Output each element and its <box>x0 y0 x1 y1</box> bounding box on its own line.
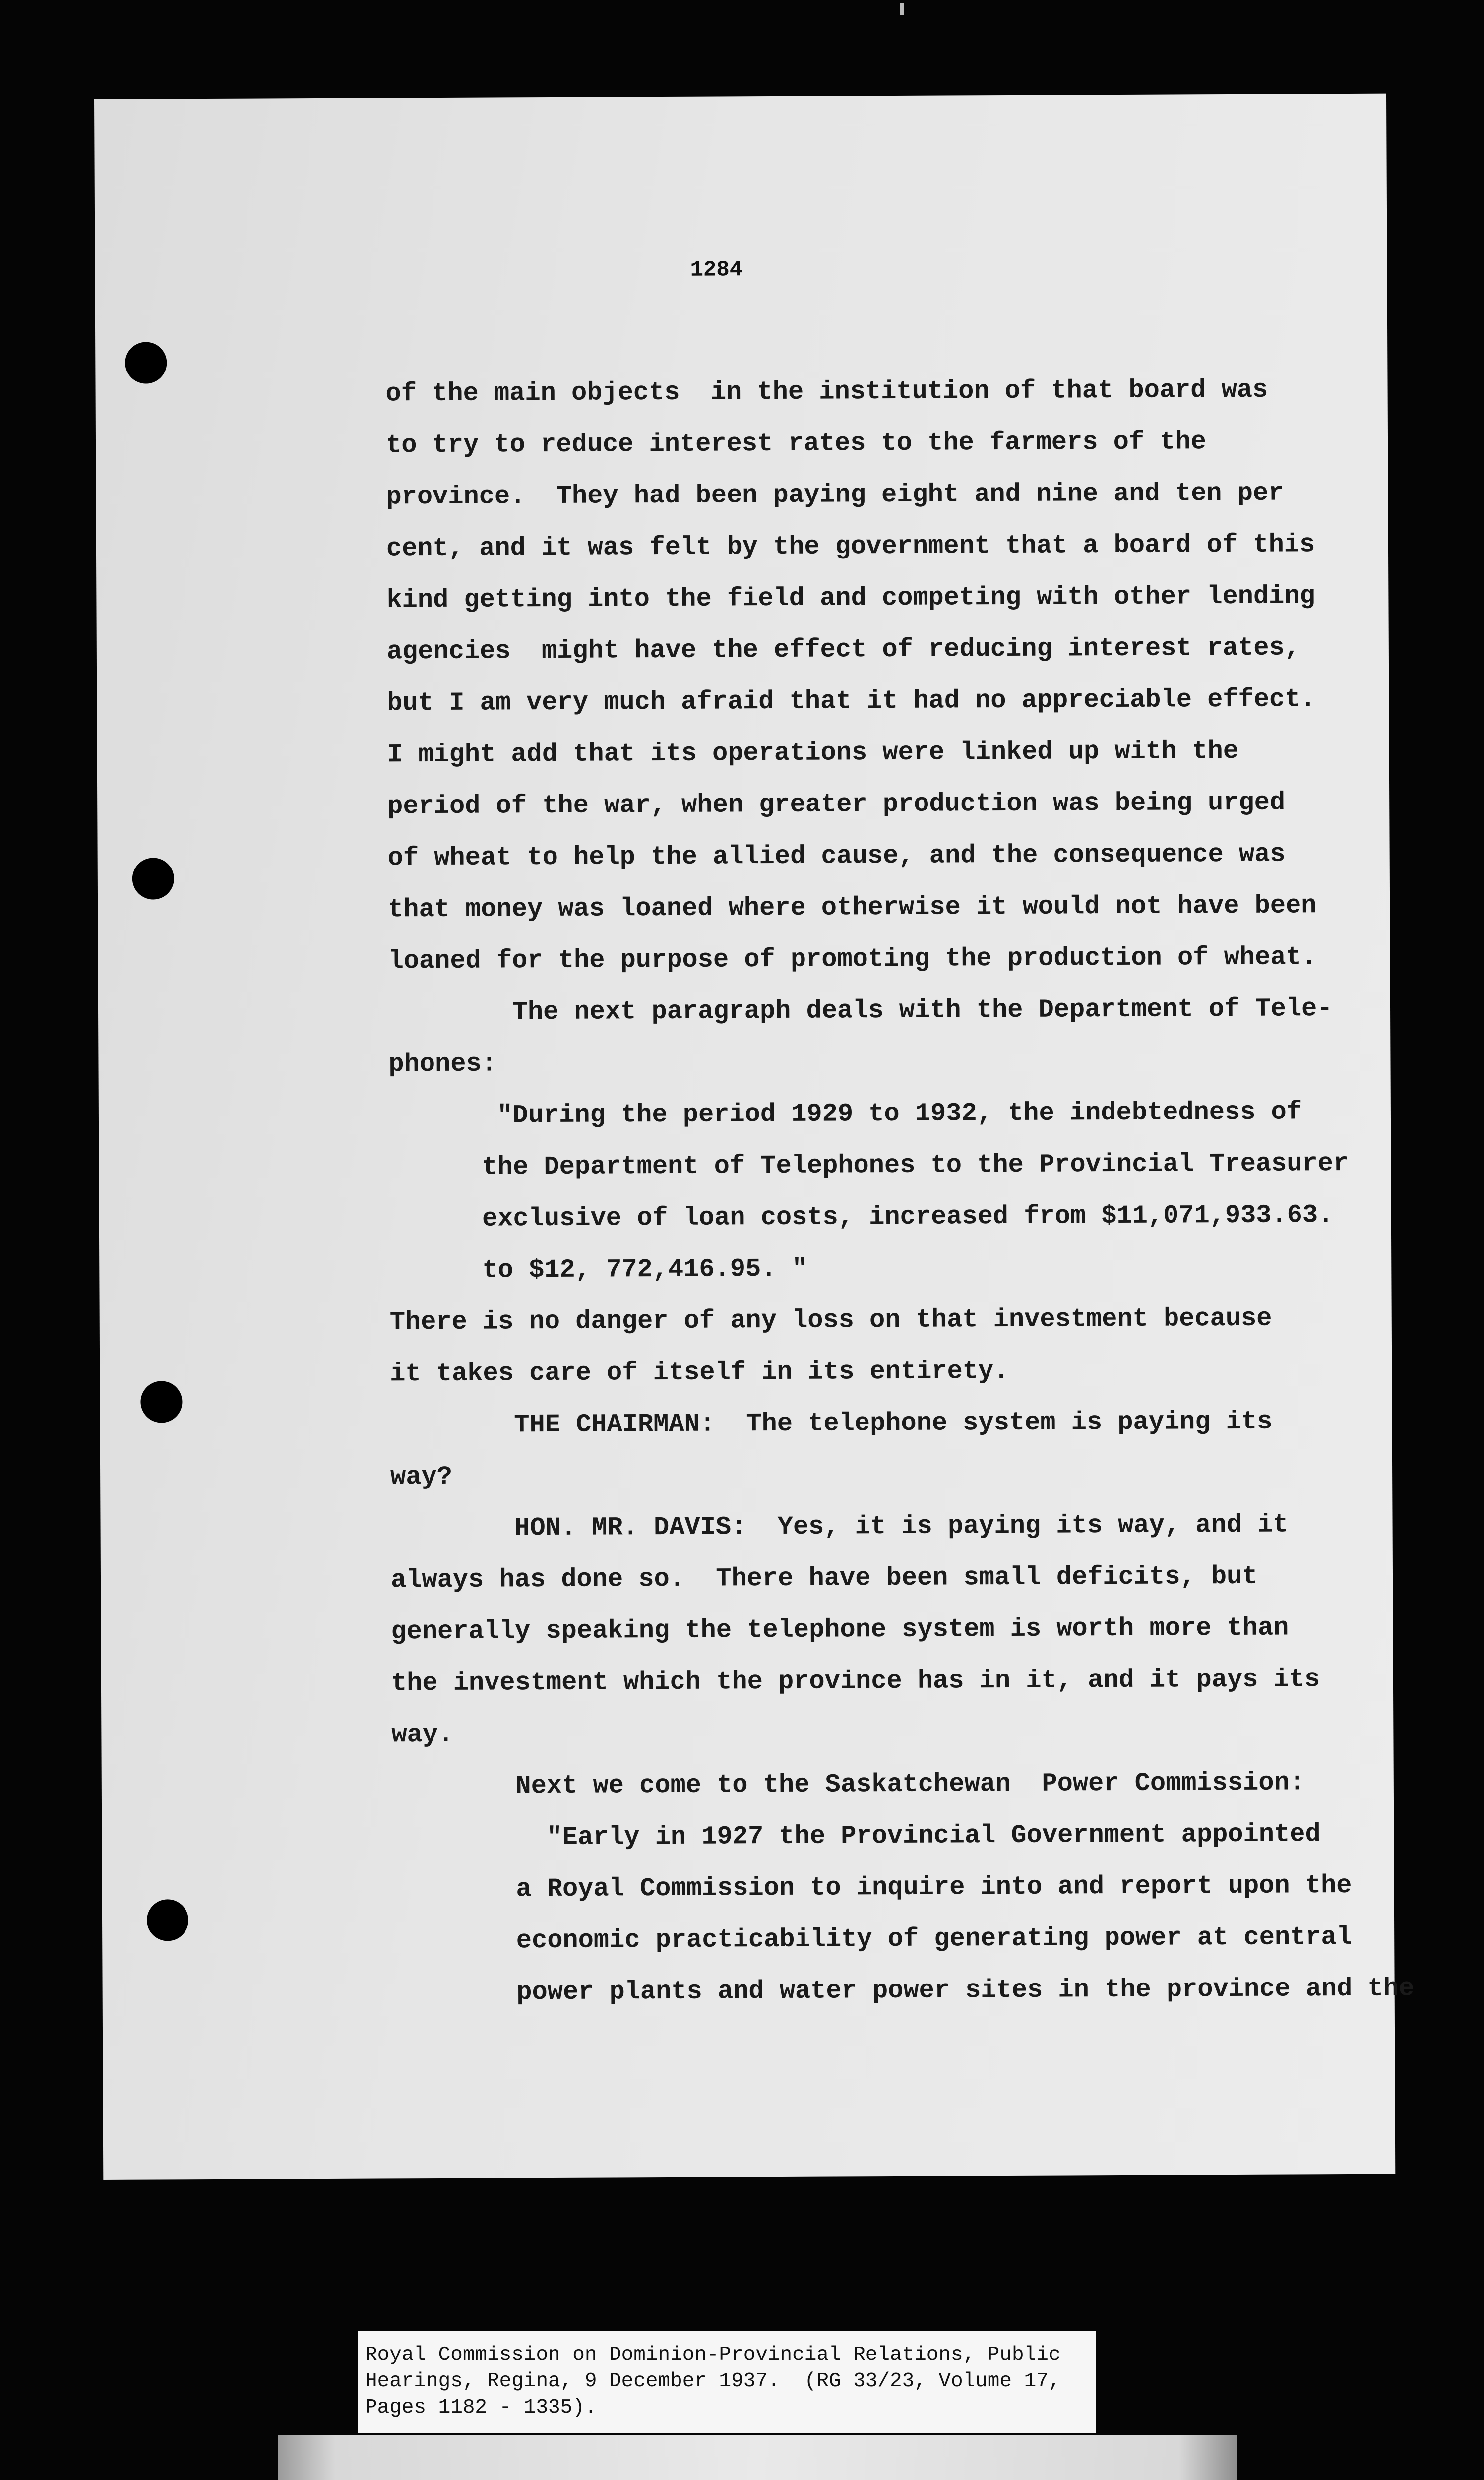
binder-hole <box>147 1899 188 1941</box>
text-line: that money was loaned where otherwise it would not have been <box>388 891 1317 925</box>
text-line: the investment which the province has in it, and it pays its <box>391 1665 1320 1698</box>
text-line: cent, and it was felt by the government that a board of this <box>386 530 1315 563</box>
text-line: of wheat to help the allied cause, and the consequence was <box>387 839 1286 873</box>
text-line: of the main objects in the institution of that board was <box>385 375 1268 409</box>
text-line: kind getting into the field and competing with other lending <box>386 581 1315 615</box>
text-line: phones: <box>388 1049 497 1079</box>
text-line: to try to reduce interest rates to the farmers of the <box>385 427 1207 460</box>
text-line: to $12, 772,416.95. " <box>389 1254 807 1286</box>
text-line: generally speaking the telephone system is worth more than <box>391 1613 1289 1647</box>
typed-page <box>94 94 1415 2180</box>
text-line: HON. MR. DAVIS: Yes, it is paying its way, and it <box>390 1510 1289 1544</box>
label-line: Pages 1182 - 1335). <box>365 2396 597 2419</box>
text-line: way. <box>391 1720 454 1750</box>
text-line: the Department of Telephones to the Provincial Treasurer <box>389 1148 1349 1182</box>
page-number: 1284 <box>690 257 743 283</box>
archives-stamp-board <box>278 2435 1237 2480</box>
text-line: province. They had been paying eight and nine and ten per <box>386 478 1284 512</box>
label-line: Royal Commission on Dominion-Provincial Relations, Public <box>365 2344 1061 2366</box>
text-line: but I am very much afraid that it had no appreciable effect. <box>387 684 1316 718</box>
text-line: The next paragraph deals with the Department of Tele- <box>388 994 1333 1028</box>
text-line: power plants and water power sites in the province and the <box>392 1974 1415 2008</box>
text-line: agencies might have the effect of reducing interest rates, <box>386 633 1300 667</box>
label-line: Hearings, Regina, 9 December 1937. (RG 33/23, Volume 17, <box>365 2370 1061 2393</box>
text-line: I might add that its operations were linked up with the <box>387 736 1239 770</box>
text-line: economic practicability of generating power at central <box>392 1922 1353 1956</box>
text-line: a Royal Commission to inquire into and report upon the <box>392 1870 1352 1905</box>
text-line: "Early in 1927 the Provincial Government appointed <box>392 1819 1321 1853</box>
text-line: exclusive of loan costs, increased from $11,071,933.63. <box>389 1200 1334 1234</box>
text-line: always has done so. There have been small deficits, but <box>390 1561 1258 1595</box>
text-line: it takes care of itself in its entirety. <box>390 1356 1009 1389</box>
text-line: "During the period 1929 to 1932, the indebtedness of <box>388 1097 1302 1131</box>
text-line: Next we come to the Saskatchewan Power Commission: <box>391 1768 1305 1801</box>
typed-body-text <box>385 364 1415 2019</box>
binder-hole <box>125 342 167 383</box>
binder-hole <box>132 858 174 899</box>
archive-reference-label <box>358 2331 1096 2433</box>
text-line: period of the war, when greater production was being urged <box>387 788 1286 821</box>
text-line: THE CHAIRMAN: The telephone system is paying its <box>390 1407 1273 1440</box>
film-speck <box>900 3 904 15</box>
binder-hole <box>140 1381 182 1423</box>
text-line: loaned for the purpose of promoting the production of wheat. <box>388 942 1317 976</box>
text-line: There is no danger of any loss on that investment because <box>389 1303 1272 1337</box>
text-line: way? <box>390 1462 453 1492</box>
